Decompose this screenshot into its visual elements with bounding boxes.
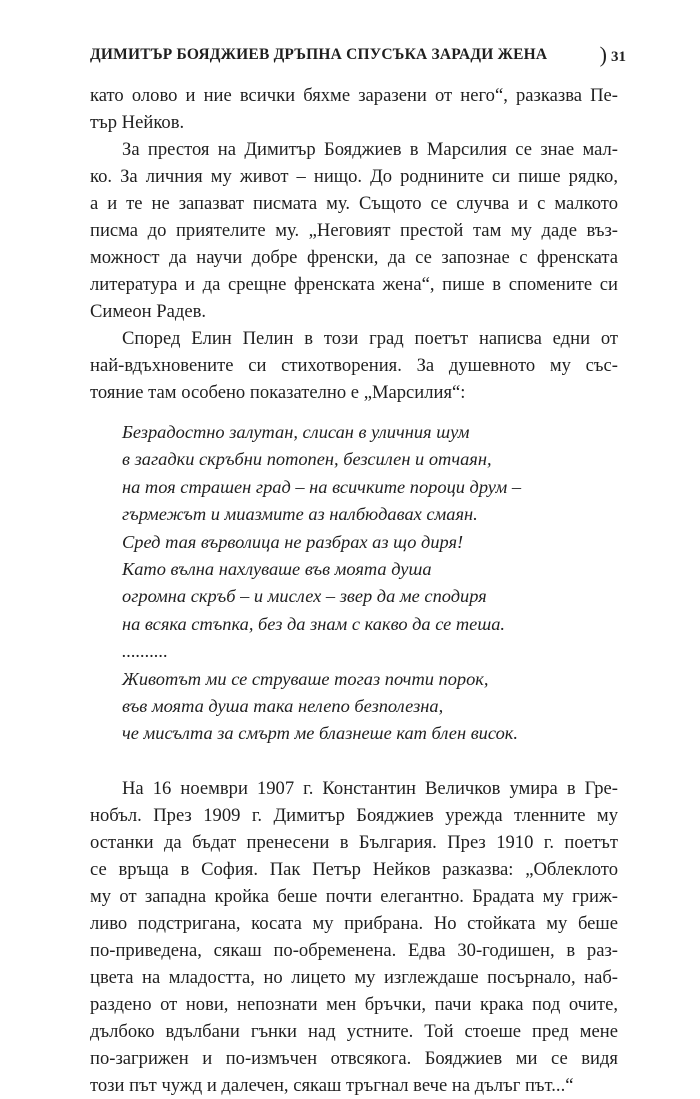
text-line: му от западна кройка беше почти елегантно. Брадата му гриж- — [90, 885, 618, 907]
poem-verse: гърмежът и миазмите аз налбюдавах смаян. — [122, 504, 478, 525]
page-number-value: 31 — [611, 49, 626, 65]
text-line: Симеон Радев. — [90, 301, 207, 322]
text-line: писма до приятелите му. „Неговият престой там му даде въз- — [90, 220, 618, 241]
text-line: най-вдъхновените си стихотворения. За душевното му със- — [90, 355, 618, 376]
poem-ellipsis: .......... — [122, 641, 168, 662]
page-number — [600, 42, 626, 68]
text-line: като олово и ние всички бяхме заразени от него“, разказва Пе- — [90, 85, 618, 106]
text-line: по-приведена, сякаш по-обременена. Едва 30-годишен, в раз- — [90, 939, 618, 961]
text-line: раздено от нови, непознати мен бръчки, пачи крака под очите, — [90, 993, 618, 1015]
text-line: по-загрижен и по-измъчен отвсякога. Бояджиев ми се видя — [90, 1047, 618, 1069]
text-line: тър Нейков. — [90, 112, 185, 133]
text-line: тояние там особено показателно е „Марсилия“: — [90, 382, 466, 403]
text-line: ливо подстригана, косата му прибрана. Но стойката му беше — [90, 912, 618, 934]
running-header — [90, 40, 626, 82]
text-line: литература и да срещне френската жена“, пише в спомените си — [90, 274, 618, 295]
text-line: този път чужд и далечен, сякаш тръгнал вече на дълъг път...“ — [90, 1074, 574, 1096]
paragraph-1 — [90, 82, 618, 136]
poem-verse: Сред тая върволица не разбрах аз що диря! — [122, 531, 464, 552]
text-line: ко. За личния му живот – нищо. До роднините си пише рядко, — [90, 166, 618, 187]
text-line: нобъл. През 1909 г. Димитър Бояджиев урежда тленните му — [90, 804, 618, 826]
text-line: Според Елин Пелин в този град поетът написва едни от — [122, 328, 618, 349]
poem-verse: Животът ми се струваше тогаз почти порок, — [122, 668, 489, 689]
text-line: можност да научи добре френски, да се запознае с френската — [90, 247, 618, 268]
poem-verse: че мисълта за смърт ме блазнеше кат блен висок. — [122, 723, 518, 744]
text-line: останки да бъдат пренесени в България. През 1910 г. поетът — [90, 831, 618, 853]
paragraph-4 — [90, 775, 618, 1099]
poem-verse: Като вълна нахлуваше във моята душа — [122, 559, 432, 580]
text-line: За престоя на Димитър Бояджиев в Марсилия се знае мал- — [122, 139, 618, 160]
text-line: се връща в София. Пак Петър Нейков разказва: „Облеклото — [90, 858, 618, 880]
text-line: а и те не запазват писмата му. Същото се случва и с малкото — [90, 193, 618, 214]
paragraph-gap — [90, 762, 618, 775]
paragraph-3 — [90, 325, 618, 406]
poem-verse: на всяка стъпка, без да знам с какво да се теша. — [122, 613, 506, 634]
book-page — [90, 40, 626, 1099]
text-line: На 16 ноември 1907 г. Константин Величков умира в Гре- — [122, 777, 618, 799]
running-title: ДИМИТЪР БОЯДЖИЕВ ДРЪПНА СПУСЪКА ЗАРАДИ ЖЕНА — [90, 46, 548, 63]
poem-marseille — [122, 419, 618, 748]
poem-verse: на тоя страшен град – на всичките пороци друм – — [122, 476, 522, 497]
text-line: дълбоко вдълбани гънки над устните. Той стоеше пред мене — [90, 1020, 618, 1042]
poem-verse: в загадки скръбни потопен, безсилен и отчаян, — [122, 449, 492, 470]
paragraph-2 — [90, 136, 618, 325]
poem-verse: Безрадостно залутан, слисан в уличния шум — [122, 422, 470, 442]
poem-verse: огромна скръб – и мислех – звер да ме сподиря — [122, 586, 487, 607]
poem-verse: във моята душа така нелепо безполезна, — [122, 696, 444, 717]
text-line: цвета на младостта, но лицето му изглеждаше посърнало, наб- — [90, 966, 618, 988]
page-number-bracket: ) — [599, 42, 607, 67]
